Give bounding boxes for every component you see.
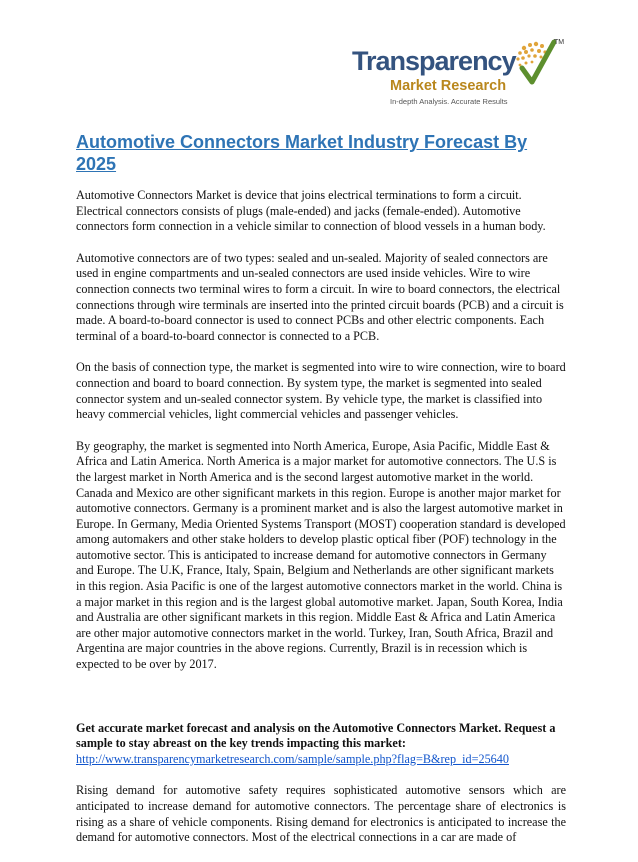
company-logo bbox=[352, 36, 572, 112]
sample-request-link[interactable]: http://www.transparencymarketresearch.com/sample/sample.php?flag=B&rep_id=25640 bbox=[76, 751, 509, 766]
call-to-action-text: Get accurate market forecast and analysis on the Automotive Connectors Market. Request a sample to stay abreast on the key trends impacting this market: bbox=[76, 720, 556, 751]
paragraph-definition: Automotive Connectors Market is device that joins electrical terminations to form a circuit. Electrical connectors consists of plugs (male-ended) and jacks (female-ended). Automotive connectors form connection in a vehicle similar to connection of blood vessels in a human body. bbox=[76, 188, 546, 234]
paragraph-demand: Rising demand for automotive safety requires sophisticated automotive sensors which are anticipated to increase demand for automotive connectors. The percentage share of electronics is rising as a share of vehicle components. Rising demand for electronics is anticipated to increase the demand for automotive connectors. Most of the electrical connections in a car are made of bbox=[76, 783, 566, 845]
logo-tagline: In-depth Analysis. Accurate Results bbox=[390, 97, 508, 106]
trademark-mark: TM bbox=[554, 39, 565, 46]
section-gap bbox=[76, 689, 566, 721]
checkmark-globe-icon bbox=[512, 38, 558, 88]
document-title[interactable]: Automotive Connectors Market Industry Forecast By 2025 bbox=[76, 132, 528, 174]
document-body bbox=[76, 188, 566, 862]
logo-wordmark: Transparency bbox=[352, 46, 516, 76]
paragraph-segmentation: On the basis of connection type, the market is segmented into wire to wire connection, wire to board connection and board to board connection. By system type, the market is segmented into sealed connector system and un-sealed connector system. By vehicle type, the market is classified into heavy commercial vehicles, light commercial vehicles and passenger vehicles. bbox=[76, 360, 566, 422]
logo-subtitle: Market Research bbox=[390, 78, 507, 94]
paragraph-connector-types: Automotive connectors are of two types: sealed and un-sealed. Majority of sealed connectors are used in engine compartments and un-sealed connectors are used inside vehicles. Wire to wire connection connects two terminal wires to form a circuit. In wire to board connectors, the electrical connections through wire terminals are inserted into the printed circuit boards (PCB) and a circuit is made. A board-to-board connector is used to connect PCBs and other electric components. Each terminal of a board-to-board connector is connected to a PCB. bbox=[76, 250, 564, 343]
paragraph-geography: By geography, the market is segmented into North America, Europe, Asia Pacific, Middle East & Africa and Latin America. North America is a major market for automotive connectors. The U.S is the largest market in North America and is the second largest automotive market in the world. Canada and Mexico are other significant markets in this region. Europe is another major market for automotive connectors. Germany is a prominent market and is also the largest automotive market in Europe. In Germany, Media Oriented Systems Transport (MOST) cooperation standard is developed among automakers and other stake holders to develop plastic optical fiber (POF) technology in the automotive sector. This is anticipated to increase demand for automotive connectors in Germany and Europe. The U.K, France, Italy, Spain, Belgium and Netherlands are other significant markets in this region. Asia Pacific is one of the largest automotive connectors market in the world. China is a major market in this region and is the largest global automotive market. Japan, South Korea, India and Australia are other significant markets in this region. Middle East & Africa and Latin America are other major automotive connectors market in the world. Turkey, Iran, South Africa, Brazil and Argentina are major countries in the above regions. Currently, Brazil is in recession which is expected to be over by 2017. bbox=[76, 438, 566, 672]
